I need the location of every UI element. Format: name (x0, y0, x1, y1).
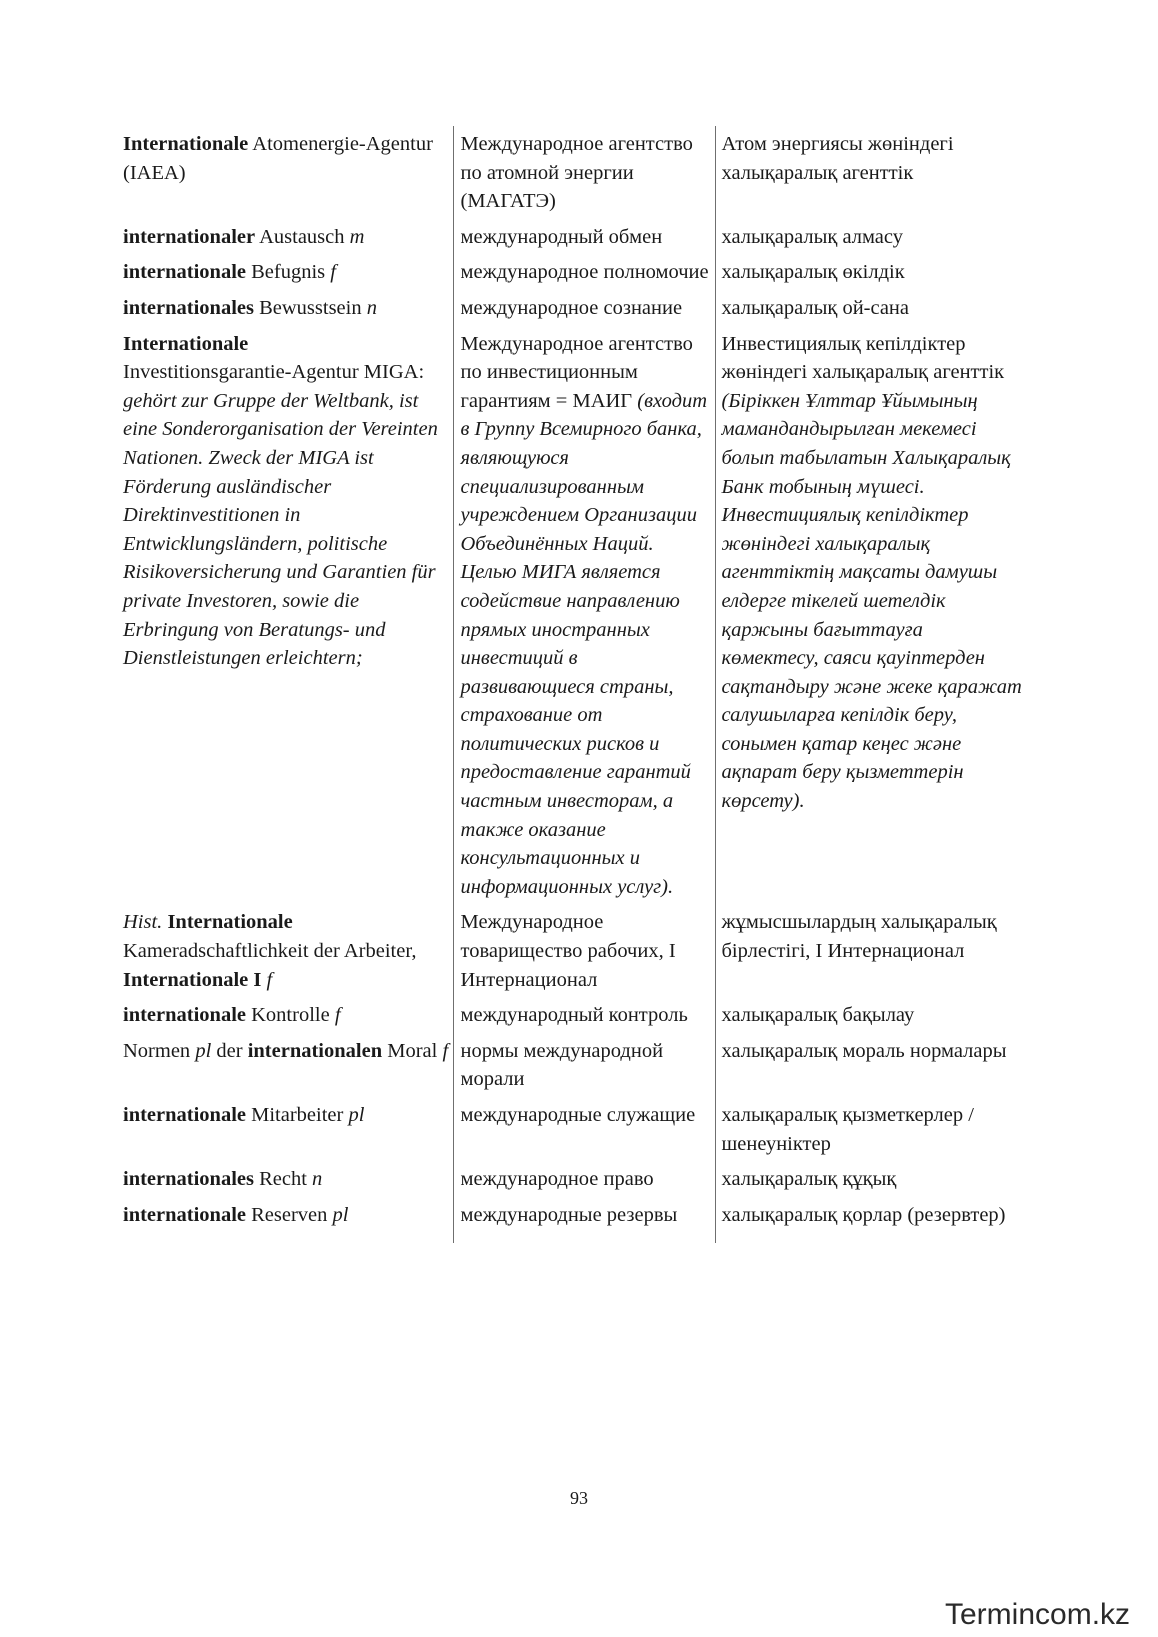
table-row (123, 1033, 1023, 1097)
russian-term: Международное агентство по атомной энергии (МАГАТЭ) (453, 126, 715, 219)
table-row (123, 1197, 1023, 1244)
russian-term: Международное товарищество рабочих, I Интернационал (453, 904, 715, 997)
table-row (123, 1161, 1023, 1197)
kazakh-term: жұмысшылардың халықаралық бірлестігі, I Интернационал (715, 904, 1023, 997)
russian-note: (входит в Группу Всемирного банка, являющуюся специализированным учреждением Организации Объединённых Наций. Целью МИГА является содействие направлению прямых иностранных инвестиций в развивающиеся страны, страхование от политических рисков и предоставление гарантий частным инвесторам, а также оказание консультационных и информационных услуг). (460, 389, 708, 898)
kazakh-term: халықаралық қызметкерлер / шенеуніктер (715, 1097, 1023, 1161)
page-number: 93 (570, 1488, 588, 1508)
german-term: internationales Bewusstsein n (123, 296, 377, 319)
kazakh-term: Атом энергиясы жөніндегі халықаралық агенттік (715, 126, 1023, 219)
kazakh-term: халықаралық бақылау (715, 997, 1023, 1033)
russian-term: международное сознание (453, 290, 715, 326)
german-note: gehört zur Gruppe der Weltbank, ist eine Sonderorganisation der Vereinten Nationen. Zweck der MIGA ist Förderung ausländischer Direktinvestitionen in Entwicklungsländern, politische Risikoversicherung und Garantien für private Investoren, sowie die Erbringung von Beratungs- und Dienstleistungen erleichtern; (123, 389, 438, 670)
glossary-table (123, 126, 1023, 1243)
russian-term: международный контроль (453, 997, 715, 1033)
kazakh-term: халықаралық ой-сана (715, 290, 1023, 326)
german-term: internationale Befugnis f (123, 261, 336, 284)
kazakh-term: халықаралық мораль нормалары (715, 1033, 1023, 1097)
german-term: Internationale Atomenergie-Agentur (IAEA) (123, 133, 433, 184)
german-term: internationale Mitarbeiter pl (123, 1104, 365, 1126)
table-row (123, 1097, 1023, 1161)
russian-term: международный обмен (453, 219, 715, 255)
kazakh-note: (Біріккен Ұлттар Ұйымының мамандандырылған мекемесі болып табылатын Халықаралық Банк тобының мүшесі. Инвестициялық кепілдіктер жөніндегі халықаралық агенттіктің мақсаты дамушы елдерге тікелей шетелдік қаржыны бағыттауға көмектесу, саяси қауіптерден сақтандыру және жеке қаражат салушыларға кепілдік беру, сонымен қатар кеңес және ақпарат беру қызметтерін көрсету). (721, 389, 1022, 813)
kazakh-term: халықаралық алмасу (715, 219, 1023, 255)
russian-term: международное право (453, 1161, 715, 1197)
kazakh-term: Инвестициялық кепілдіктер жөніндегі халықаралық агенттік (Біріккен Ұлттар Ұйымының мамандандырылған мекемесі болып табылатын Халықаралық Банк тобының мүшесі. Инвестициялық кепілдіктер жөніндегі халықаралық агенттіктің мақсаты дамушы елдерге тікелей шетелдік қаржыны бағыттауға көмектесу, саяси қауіптерден сақтандыру және жеке қаражат салушыларға кепілдік беру, сонымен қатар кеңес және ақпарат беру қызметтерін көрсету). (715, 326, 1023, 905)
table-row (123, 254, 1023, 290)
table-row (123, 290, 1023, 326)
german-term: Hist. Internationale Kameradschaftlichkeit der Arbeiter, Internationale I f (123, 911, 417, 991)
table-row (123, 904, 1023, 997)
table-row (123, 326, 1023, 905)
german-term: Normen pl der internationalen Moral f (123, 1039, 449, 1062)
table-row (123, 997, 1023, 1033)
kazakh-term: халықаралық өкілдік (715, 254, 1023, 290)
table-row (123, 126, 1023, 219)
german-term: Internationale Investitionsgarantie-Agentur MIGA: gehört zur Gruppe der Weltbank, ist eine Sonderorganisation der Vereinten Nationen. Zweck der MIGA ist Förderung ausländischer Direktinvestitionen in Entwicklungsländern, politische Risikoversicherung und Garantien für private Investoren, sowie die Erbringung von Beratungs- und Dienstleistungen erleichtern; (123, 332, 438, 670)
russian-term: международные резервы (453, 1197, 715, 1244)
kazakh-term: халықаралық құқық (715, 1161, 1023, 1197)
german-term: internationaler Austausch m (123, 225, 365, 248)
german-term: internationale Reserven pl (123, 1203, 349, 1226)
german-term: internationale Kontrolle f (123, 1004, 341, 1027)
kazakh-term: халықаралық қорлар (резервтер) (715, 1197, 1023, 1244)
table-row (123, 219, 1023, 255)
russian-term: международные служащие (453, 1097, 715, 1161)
russian-term: международное полномочие (453, 254, 715, 290)
german-term: internationales Recht n (123, 1168, 323, 1191)
watermark-logo: Termincom.kz (945, 1598, 1131, 1631)
russian-term: нормы международной морали (453, 1033, 715, 1097)
russian-term: Международное агентство по инвестиционным гарантиям = МАИГ (входит в Группу Всемирного банка, являющуюся специализированным учреждением Организации Объединённых Наций. Целью МИГА является содействие направлению прямых иностранных инвестиций в развивающиеся страны, страхование от политических рисков и предоставление гарантий частным инвесторам, а также оказание консультационных и информационных услуг). (453, 326, 715, 905)
